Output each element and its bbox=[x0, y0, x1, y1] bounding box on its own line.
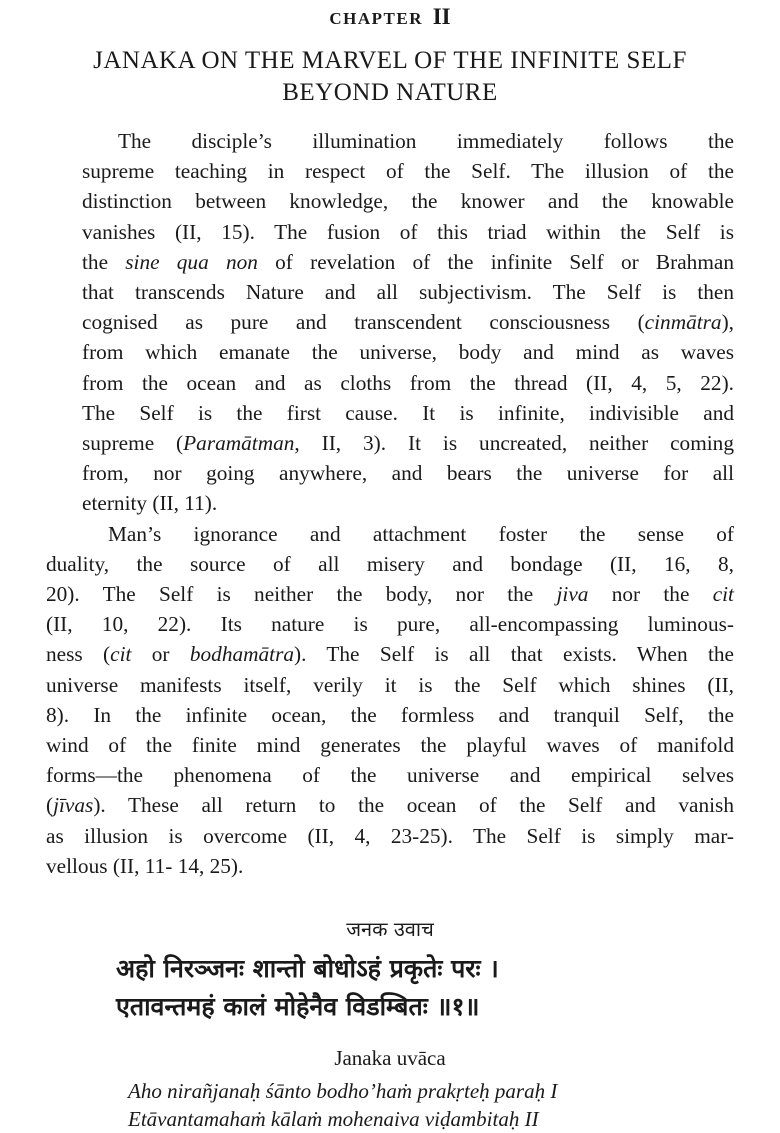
text-line: 8). In the infinite ocean, the formless and tranquil Self, the bbox=[46, 702, 734, 727]
text-line: from which emanate the universe, body and mind as waves bbox=[82, 340, 734, 365]
text-line: from the ocean and as cloths from the thread (II, 4, 5, 22). bbox=[82, 370, 734, 395]
transliteration-heading: Janaka uvāca bbox=[334, 1046, 446, 1071]
chapter-label bbox=[46, 4, 734, 30]
transliteration-line-2: Etāvantamahaṁ kālaṁ mohenaiva viḍambitaḥ II bbox=[128, 1107, 539, 1132]
text-line: wind of the finite mind generates the playful waves of manifold bbox=[46, 733, 734, 758]
chapter-title-line-1: JANAKA ON THE MARVEL OF THE INFINITE SELF bbox=[93, 47, 687, 74]
italic-term: jiva bbox=[556, 582, 589, 607]
italic-term: jīvas bbox=[53, 793, 94, 818]
text-line: the sine qua non of revelation of the infinite Self or Brahman bbox=[82, 249, 734, 274]
sanskrit-line-2: एतावन्तमहं कालं मोहेनैव विडम्बितः ॥१॥ bbox=[116, 992, 480, 1022]
chapter-number: II bbox=[432, 4, 451, 29]
sanskrit-line-1: अहो निरञ्जनः शान्तो बोधोऽहं प्रकृतेः परः । bbox=[116, 954, 499, 984]
text-line: forms—the phenomena of the universe and empirical selves bbox=[46, 763, 734, 788]
text-line: distinction between knowledge, the knower and the knowable bbox=[82, 189, 734, 214]
chapter-word: CHAPTER bbox=[329, 9, 423, 28]
transliteration bbox=[128, 1077, 734, 1133]
text-line: supreme teaching in respect of the Self. The illusion of the bbox=[82, 159, 734, 184]
book-page bbox=[0, 4, 780, 1132]
italic-term: sine qua non bbox=[125, 249, 258, 274]
text-line: from, nor going anywhere, and bears the universe for all bbox=[82, 461, 734, 486]
text-line: The disciple’s illumination immediately follows the bbox=[118, 129, 734, 153]
italic-term: cit bbox=[110, 642, 132, 667]
sanskrit-verse bbox=[116, 950, 734, 1026]
text-line: The Self is the first cause. It is infinite, indivisible and bbox=[82, 400, 734, 425]
text-line: universe manifests itself, verily it is the Self which shines (II, bbox=[46, 672, 734, 697]
text-line: Man’s ignorance and attachment foster the sense of bbox=[108, 521, 734, 546]
paragraph-2 bbox=[46, 519, 734, 881]
verse-heading-devanagari: जनक उवाच bbox=[346, 917, 434, 942]
chapter-title bbox=[46, 45, 734, 109]
text-line: 20). The Self is neither the body, nor the jiva nor the cit bbox=[46, 582, 734, 607]
transliteration-line-1: Aho nirañjanaḥ śānto bodho’haṁ prakṛteḥ paraḥ I bbox=[128, 1079, 558, 1104]
text-line: vanishes (II, 15). The fusion of this triad within the Self is bbox=[82, 219, 734, 244]
chapter-title-line-2: BEYOND NATURE bbox=[282, 79, 498, 106]
italic-term: cit bbox=[712, 582, 734, 607]
text-line: duality, the source of all misery and bondage (II, 16, 8, bbox=[46, 551, 734, 576]
text-line: vellous (II, 11- 14, 25). bbox=[46, 853, 244, 878]
paragraph-1 bbox=[46, 126, 734, 519]
italic-term: bodhamātra bbox=[189, 642, 294, 667]
text-line: (II, 10, 22). Its nature is pure, all-encompassing luminous- bbox=[46, 612, 734, 637]
italic-term: cinmātra bbox=[644, 310, 722, 335]
text-line: as illusion is overcome (II, 4, 23-25). The Self is simply mar- bbox=[46, 823, 734, 848]
text-line: that transcends Nature and all subjectivism. The Self is then bbox=[82, 280, 734, 305]
text-line: supreme (Paramātman, II, 3). It is uncreated, neither coming bbox=[82, 431, 734, 456]
italic-term: Paramātman bbox=[183, 431, 295, 456]
text-line: eternity (II, 11). bbox=[82, 491, 218, 516]
text-line: ness (cit or bodhamātra). The Self is all that exists. When the bbox=[46, 642, 735, 667]
text-line: (jīvas). These all return to the ocean of the Self and vanish bbox=[46, 793, 734, 818]
text-line: cognised as pure and transcendent consciousness (cinmātra), bbox=[82, 310, 734, 335]
